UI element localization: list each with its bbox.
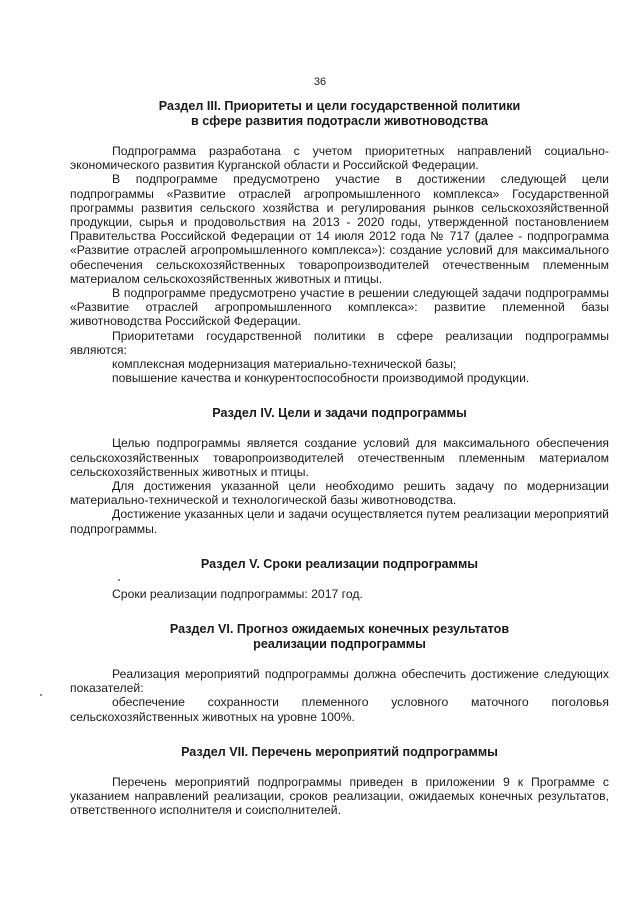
section-3-paragraph-3: В подпрограмме предусмотрено участие в решении следующей задачи подпрограммы «Развитие отраслей агропромышленного комплекса»: развитие племенной базы животноводства Российской Федерации.	[70, 286, 609, 329]
scan-speck	[40, 694, 42, 696]
section-3-list-item-1: комплексная модернизация материально-технической базы;	[112, 357, 457, 372]
section-4-paragraph-3: Достижение указанных цели и задачи осуществляется путем реализации мероприятий подпрограммы.	[70, 507, 609, 536]
section-7-heading: Раздел VII. Перечень мероприятий подпрограммы	[181, 744, 498, 759]
section-3-paragraph-2: В подпрограмме предусмотрено участие в достижении следующей цели подпрограммы «Развитие отраслей агропромышленного комплекса» Государственной программы развития сельского хозяйства и регулирования рынков сельскохозяйственной продукции, сырья и продовольствия на 2013 - 2020 годы, утвержденной постановлением Правительства Российской Федерации от 14 июля 2012 года № 717 (далее - подпрограмма «Развитие отраслей агропромышленного комплекса»): создание условий для максимального обеспечения сельскохозяйственных товаропроизводителей отечественным племенным материалом сельскохозяйственных животных и птицы.	[70, 172, 609, 286]
page-number: 36	[313, 76, 327, 88]
section-5-paragraph-1: Сроки реализации подпрограммы: 2017 год.	[112, 586, 363, 601]
section-3-paragraph-4: Приоритетами государственной политики в сфере реализации подпрограммы являются:	[70, 328, 609, 357]
section-3-paragraph-1: Подпрограмма разработана с учетом приоритетных направлений социально-экономического развития Курганской области и Российской Федерации.	[70, 144, 609, 173]
section-3-heading-line-1: Раздел III. Приоритеты и цели государственной политики	[158, 99, 521, 113]
section-4-paragraph-1: Целью подпрограммы является создание условий для максимального обеспечения сельскохозяйственных товаропроизводителей отечественным племенным материалом сельскохозяйственных животных и птицы.	[70, 436, 609, 479]
section-5-heading: Раздел V. Сроки реализации подпрограммы	[200, 556, 479, 571]
section-4-paragraph-2: Для достижения указанной цели необходимо решить задачу по модернизации материально-технической и технологической базы животноводства.	[70, 479, 609, 508]
section-3-list-item-2: повышение качества и конкурентоспособности производимой продукции.	[112, 371, 530, 386]
section-3-heading-line-2: в сфере развития подотрасли животноводства	[190, 114, 489, 128]
scan-speck	[118, 579, 120, 581]
section-6-heading-line-2: реализации подпрограммы	[253, 637, 426, 652]
section-6-heading	[70, 622, 609, 652]
document-body	[70, 99, 609, 818]
section-4-heading: Раздел IV. Цели и задачи подпрограммы	[212, 406, 467, 421]
section-6-paragraph-2: обеспечение сохранности племенного условного маточного поголовья сельскохозяйственных животных на уровне 100%.	[70, 695, 609, 724]
section-6-heading-line-1: Раздел VI. Прогноз ожидаемых конечных результатов	[169, 622, 510, 637]
section-3-heading	[70, 99, 609, 129]
section-6-paragraph-1: Реализация мероприятий подпрограммы должна обеспечить достижение следующих показателей:	[70, 667, 609, 696]
section-7-paragraph-1: Перечень мероприятий подпрограммы приведен в приложении 9 к Программе с указанием направлений реализации, сроков реализации, ожидаемых конечных результатов, ответственного исполнителя и соисполнителей.	[70, 774, 609, 818]
